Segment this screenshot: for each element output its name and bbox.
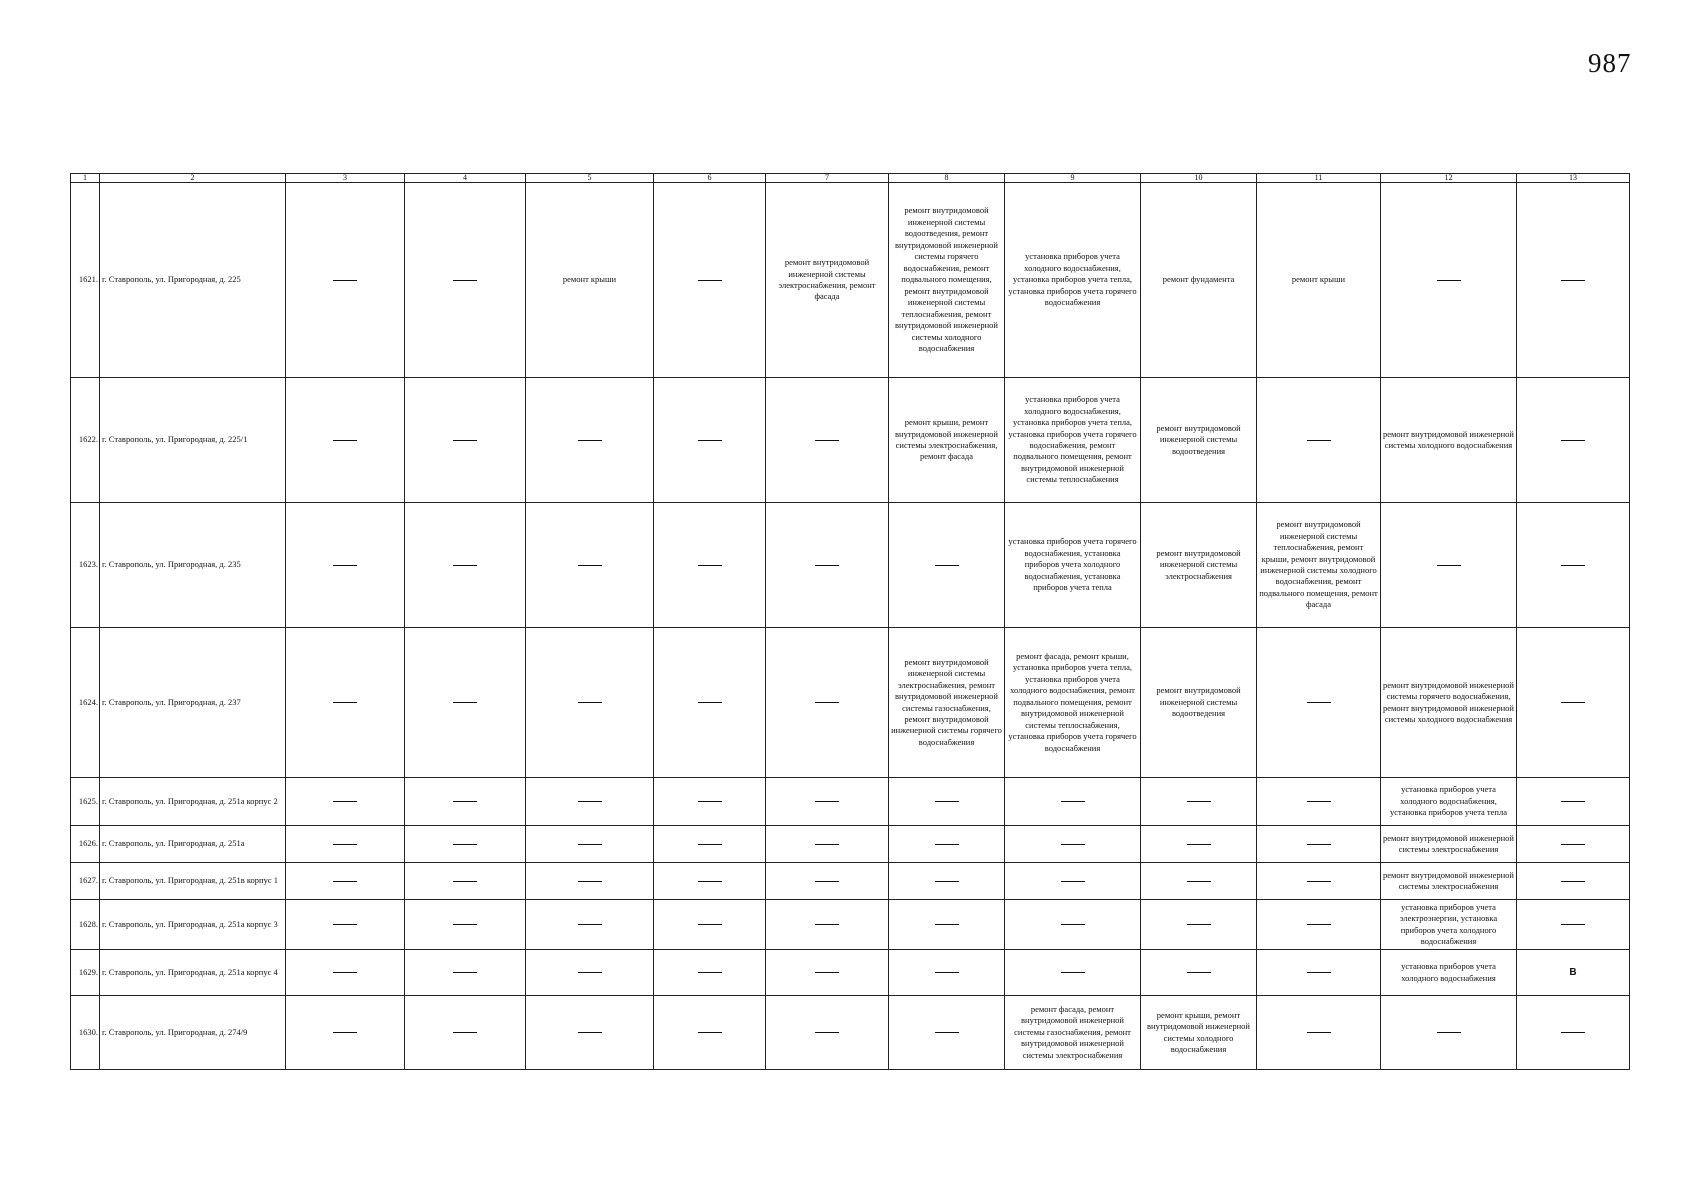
column-header: 8 [889,174,1005,183]
work-cell [1141,996,1257,1070]
dash-mark [578,440,602,441]
dash-mark [578,881,602,882]
table-row [71,778,1630,826]
empty-cell [286,950,405,996]
dash-mark [333,881,357,882]
dash-mark [333,801,357,802]
work-text: установка приборов учета холодного водоснабжения, установка приборов учета тепла, установка приборов учета горячего водоснабжения, ремонт подвального помещения, ремонт внутридомовой инженерной системы теплоснабжения [1008,394,1137,485]
empty-cell [654,183,766,378]
table-row [71,503,1630,628]
table-row [71,950,1630,996]
dash-mark [453,1032,477,1033]
dash-mark [1437,565,1461,566]
empty-cell [889,503,1005,628]
empty-cell [405,863,526,900]
dash-mark [698,844,722,845]
dash-mark [698,924,722,925]
dash-mark [815,801,839,802]
empty-cell [286,778,405,826]
empty-cell [526,778,654,826]
work-cell [1141,183,1257,378]
work-cell [1381,950,1517,996]
empty-cell [1257,996,1381,1070]
empty-cell [766,778,889,826]
empty-cell [405,900,526,950]
dash-mark [1561,280,1585,281]
empty-cell [286,826,405,863]
column-header: 3 [286,174,405,183]
work-cell [1381,863,1517,900]
dash-mark [1061,881,1085,882]
dash-mark [453,440,477,441]
dash-mark [698,440,722,441]
empty-cell [1141,826,1257,863]
dash-mark [698,1032,722,1033]
empty-cell [654,503,766,628]
column-number-row [71,174,1630,183]
dash-mark [453,881,477,882]
row-number: 1628. [71,900,100,950]
work-text: ремонт крыши, ремонт внутридомовой инженерной системы холодного водоснабжения [1147,1009,1250,1054]
row-number: 1622. [71,378,100,503]
column-header: 11 [1257,174,1381,183]
dash-mark [1561,924,1585,925]
empty-cell [1257,778,1381,826]
empty-cell [1257,826,1381,863]
empty-cell [1005,863,1141,900]
work-cell [1381,826,1517,863]
empty-cell [889,826,1005,863]
address-cell: г. Ставрополь, ул. Пригородная, д. 225/1 [100,378,286,503]
empty-cell [1141,900,1257,950]
empty-cell [526,503,654,628]
address-cell: г. Ставрополь, ул. Пригородная, д. 251а корпус 3 [100,900,286,950]
empty-cell [1517,378,1630,503]
empty-cell [1005,950,1141,996]
dash-mark [935,881,959,882]
work-cell [889,628,1005,778]
table-row [71,900,1630,950]
row-number: 1625. [71,778,100,826]
dash-mark [1187,801,1211,802]
empty-cell [766,826,889,863]
column-header: 10 [1141,174,1257,183]
dash-mark [698,280,722,281]
empty-cell [654,378,766,503]
row-number: 1621. [71,183,100,378]
work-schedule-table [70,173,1630,1070]
work-text: ремонт фасада, ремонт крыши, установка приборов учета тепла, установка приборов учета холодного водоснабжения, ремонт подвального помещения, ремонт внутридомовой инженерной системы теплоснабжения, установка приборов учета горячего водоснабжения [1008,650,1137,753]
dash-mark [578,972,602,973]
work-text: ремонт внутридомовой инженерной системы водоотведения [1156,685,1241,719]
work-cell [526,183,654,378]
empty-cell [766,378,889,503]
dash-mark [698,972,722,973]
work-text: ремонт внутридомовой инженерной системы водоотведения, ремонт внутридомовой инженерной системы горячего водоснабжения, ремонт подвального помещения, ремонт внутридомовой инженерной системы теплоснабжения, ремонт внутридомовой инженерной системы холодного водоснабжения [895,205,998,354]
empty-cell [766,950,889,996]
dash-mark [1307,881,1331,882]
empty-cell [1141,950,1257,996]
dash-mark [453,924,477,925]
empty-cell [526,628,654,778]
work-text: установка приборов учета горячего водоснабжения, установка приборов учета холодного водоснабжения, установка приборов учета тепла [1008,536,1137,593]
work-cell [1141,503,1257,628]
dash-mark [815,565,839,566]
empty-cell [526,378,654,503]
dash-mark [1187,924,1211,925]
empty-cell [766,900,889,950]
empty-cell [405,503,526,628]
empty-cell [405,996,526,1070]
row-number: 1630. [71,996,100,1070]
dash-mark [1561,881,1585,882]
page-number: 987 [1588,48,1632,78]
empty-cell [1257,900,1381,950]
work-text: ремонт внутридомовой инженерной системы водоотведения [1156,422,1241,456]
dash-mark [333,702,357,703]
dash-mark [333,844,357,845]
empty-cell [654,863,766,900]
empty-cell [526,863,654,900]
dash-mark [1437,280,1461,281]
empty-cell [405,778,526,826]
empty-cell [1005,778,1141,826]
dash-mark [698,881,722,882]
work-text: установка приборов учета холодного водоснабжения [1401,961,1496,983]
dash-mark [453,801,477,802]
work-text: ремонт крыши, ремонт внутридомовой инженерной системы электроснабжения, ремонт фасада [895,417,998,462]
empty-cell [286,503,405,628]
empty-cell [1005,826,1141,863]
empty-cell [766,863,889,900]
work-text: ремонт крыши [1291,274,1346,285]
work-text: В [1569,966,1577,978]
dash-mark [1307,1032,1331,1033]
dash-mark [1061,972,1085,973]
empty-cell [286,863,405,900]
empty-cell [1257,863,1381,900]
dash-mark [1061,924,1085,925]
work-cell [1005,183,1141,378]
dash-mark [1561,1032,1585,1033]
empty-cell [405,826,526,863]
work-text: установка приборов учета холодного водоснабжения, установка приборов учета тепла, установка приборов учета горячего водоснабжения [1008,251,1137,308]
dash-mark [935,801,959,802]
empty-cell [1517,778,1630,826]
work-cell [1141,378,1257,503]
work-cell [1517,950,1630,996]
dash-mark [453,972,477,973]
empty-cell [654,996,766,1070]
dash-mark [333,565,357,566]
empty-cell [654,628,766,778]
dash-mark [698,702,722,703]
dash-mark [1307,924,1331,925]
dash-mark [578,702,602,703]
empty-cell [1005,900,1141,950]
empty-cell [1517,826,1630,863]
column-header: 5 [526,174,654,183]
empty-cell [1381,503,1517,628]
work-text: ремонт внутридомовой инженерной системы электроснабжения [1156,547,1241,581]
dash-mark [1061,801,1085,802]
column-header: 12 [1381,174,1517,183]
table-row [71,996,1630,1070]
empty-cell [1141,778,1257,826]
work-cell [1005,503,1141,628]
empty-cell [889,996,1005,1070]
work-text: ремонт внутридомовой инженерной системы горячего водоснабжения, ремонт внутридомовой инженерной системы холодного водоснабжения [1383,679,1514,724]
empty-cell [1257,950,1381,996]
dash-mark [1561,440,1585,441]
dash-mark [1561,801,1585,802]
empty-cell [1517,863,1630,900]
empty-cell [766,628,889,778]
dash-mark [1187,881,1211,882]
empty-cell [654,950,766,996]
address-cell: г. Ставрополь, ул. Пригородная, д. 251а [100,826,286,863]
dash-mark [1561,565,1585,566]
empty-cell [889,900,1005,950]
empty-cell [654,826,766,863]
row-number: 1627. [71,863,100,900]
dash-mark [453,844,477,845]
address-cell: г. Ставрополь, ул. Пригородная, д. 225 [100,183,286,378]
empty-cell [526,900,654,950]
work-cell [1381,628,1517,778]
table-row [71,378,1630,503]
dash-mark [578,565,602,566]
dash-mark [1307,972,1331,973]
column-header: 9 [1005,174,1141,183]
dash-mark [578,844,602,845]
empty-cell [1381,996,1517,1070]
dash-mark [815,702,839,703]
dash-mark [815,440,839,441]
work-cell [889,183,1005,378]
column-header: 7 [766,174,889,183]
dash-mark [815,972,839,973]
work-text: установка приборов учета электроэнергии, установка приборов учета холодного водоснабжения [1399,901,1498,946]
dash-mark [578,801,602,802]
empty-cell [405,628,526,778]
table-row [71,863,1630,900]
empty-cell [889,950,1005,996]
empty-cell [1517,900,1630,950]
dash-mark [1307,702,1331,703]
empty-cell [1517,183,1630,378]
dash-mark [698,801,722,802]
dash-mark [333,1032,357,1033]
work-text: ремонт крыши [562,274,617,285]
address-cell: г. Ставрополь, ул. Пригородная, д. 251а корпус 4 [100,950,286,996]
dash-mark [1061,844,1085,845]
dash-mark [1187,972,1211,973]
work-cell [1381,900,1517,950]
work-text: ремонт внутридомовой инженерной системы электроснабжения, ремонт внутридомовой инженерной системы газоснабжения, ремонт внутридомовой инженерной системы горячего водоснабжения [891,656,1002,747]
dash-mark [1561,844,1585,845]
work-cell [766,183,889,378]
dash-mark [333,440,357,441]
dash-mark [1307,844,1331,845]
empty-cell [766,503,889,628]
empty-cell [286,628,405,778]
dash-mark [578,924,602,925]
dash-mark [1307,801,1331,802]
work-text: ремонт внутридомовой инженерной системы электроснабжения [1383,832,1514,854]
dash-mark [698,565,722,566]
dash-mark [935,1032,959,1033]
empty-cell [766,996,889,1070]
empty-cell [526,950,654,996]
address-cell: г. Ставрополь, ул. Пригородная, д. 237 [100,628,286,778]
work-cell [1005,996,1141,1070]
work-cell [1257,503,1381,628]
work-cell [1141,628,1257,778]
work-cell [1381,778,1517,826]
work-text: установка приборов учета холодного водоснабжения, установка приборов учета тепла [1390,784,1507,818]
empty-cell [286,900,405,950]
empty-cell [1517,628,1630,778]
empty-cell [1257,378,1381,503]
empty-cell [405,950,526,996]
work-text: ремонт фасада, ремонт внутридомовой инженерной системы газоснабжения, ремонт внутридомовой инженерной системы электроснабжения [1014,1003,1131,1060]
dash-mark [1187,844,1211,845]
empty-cell [889,863,1005,900]
dash-mark [1437,1032,1461,1033]
dash-mark [1561,702,1585,703]
dash-mark [333,924,357,925]
work-text: ремонт внутридомовой инженерной системы электроснабжения [1383,869,1514,891]
empty-cell [1381,183,1517,378]
empty-cell [654,778,766,826]
work-text: ремонт внутридомовой инженерной системы холодного водоснабжения [1383,428,1514,450]
dash-mark [935,844,959,845]
column-header: 6 [654,174,766,183]
dash-mark [453,565,477,566]
column-header: 4 [405,174,526,183]
table-row [71,628,1630,778]
row-number: 1629. [71,950,100,996]
empty-cell [286,996,405,1070]
address-cell: г. Ставрополь, ул. Пригородная, д. 235 [100,503,286,628]
work-cell [889,378,1005,503]
work-text: ремонт внутридомовой инженерной системы электроснабжения, ремонт фасада [778,257,876,302]
table-body [71,183,1630,1070]
empty-cell [1517,503,1630,628]
dash-mark [815,844,839,845]
dash-mark [333,280,357,281]
address-cell: г. Ставрополь, ул. Пригородная, д. 274/9 [100,996,286,1070]
dash-mark [935,565,959,566]
address-cell: г. Ставрополь, ул. Пригородная, д. 251а корпус 2 [100,778,286,826]
empty-cell [654,900,766,950]
empty-cell [1141,863,1257,900]
column-header: 2 [100,174,286,183]
work-text: ремонт фундамента [1162,274,1235,285]
table-row [71,826,1630,863]
empty-cell [286,183,405,378]
column-header: 1 [71,174,100,183]
row-number: 1623. [71,503,100,628]
dash-mark [333,972,357,973]
table-row [71,183,1630,378]
row-number: 1626. [71,826,100,863]
empty-cell [405,378,526,503]
empty-cell [286,378,405,503]
dash-mark [815,924,839,925]
column-header: 13 [1517,174,1630,183]
empty-cell [1517,996,1630,1070]
row-number: 1624. [71,628,100,778]
empty-cell [405,183,526,378]
dash-mark [935,924,959,925]
dash-mark [453,702,477,703]
address-cell: г. Ставрополь, ул. Пригородная, д. 251в корпус 1 [100,863,286,900]
dash-mark [453,280,477,281]
empty-cell [889,778,1005,826]
work-cell [1381,378,1517,503]
work-cell [1257,183,1381,378]
empty-cell [526,996,654,1070]
dash-mark [935,972,959,973]
dash-mark [815,881,839,882]
work-cell [1005,628,1141,778]
empty-cell [1257,628,1381,778]
empty-cell [526,826,654,863]
dash-mark [1307,440,1331,441]
dash-mark [578,1032,602,1033]
work-cell [1005,378,1141,503]
dash-mark [815,1032,839,1033]
work-text: ремонт внутридомовой инженерной системы теплоснабжения, ремонт крыши, ремонт внутридомовой инженерной системы холодного водоснабжения, ремонт подвального помещения, ремонт фасада [1259,519,1378,610]
